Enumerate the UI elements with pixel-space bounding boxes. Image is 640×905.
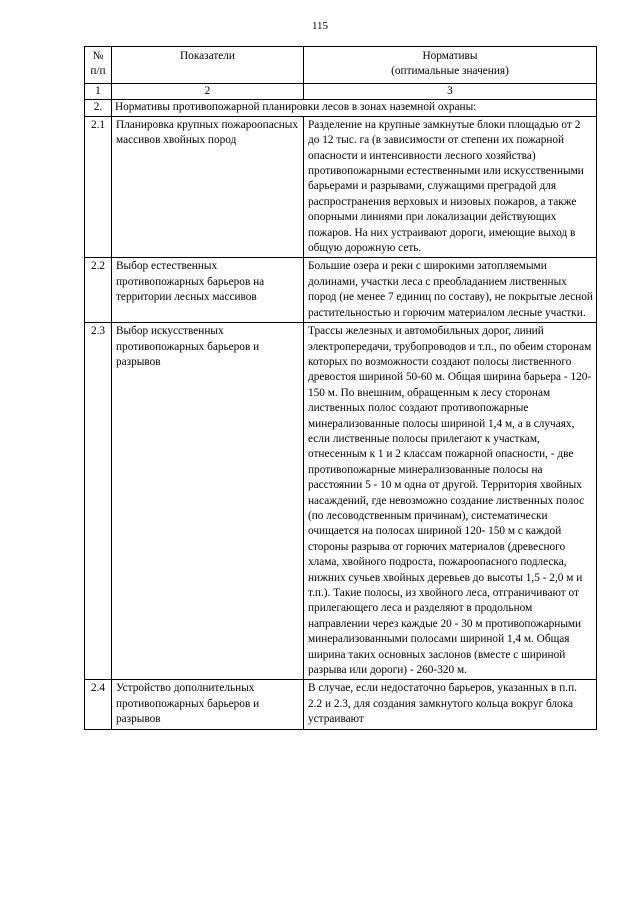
numbering-row [85,84,597,100]
header-num: № п/п [85,47,112,84]
table-row [85,323,597,680]
section-title: Нормативы противопожарной планировки лесов в зонах наземной охраны: [112,100,597,116]
numbering-cell: 3 [304,84,597,100]
numbering-cell: 1 [85,84,112,100]
table-header-row [85,47,597,84]
header-norms [304,47,597,84]
row-num: 2.1 [85,116,112,258]
row-num: 2.3 [85,323,112,680]
table-row [85,258,597,323]
row-norm: Разделение на крупные замкнутые блоки площадью от 2 до 12 тыс. га (в зависимости от степени их пожарной опасности и интенсивности лесного хозяйства) противопожарными естественными или искусственными барьерами и разрывами, служащими преградой для распространения верховых и низовых пожаров, а также опорными линиями при локализации действующих пожаров. На них устраивают дороги, имеющие выход в общую дорожную сеть. [304,116,597,258]
row-norm: В случае, если недостаточно барьеров, указанных в п.п. 2.2 и 2.3, для создания замкнутого кольца вокруг блока устраивают [304,680,597,729]
row-norm: Большие озера и реки с широкими затопляемыми долинами, участки леса с преобладанием лиственных пород (не менее 7 единиц по составу), не покрытые лесной растительностью и горючим материалом лесные участки. [304,258,597,323]
section-num: 2. [85,100,112,116]
row-indicator: Выбор искусственных противопожарных барьеров и разрывов [112,323,304,680]
table-row [85,680,597,729]
row-norm: Трассы железных и автомобильных дорог, линий электропередачи, трубопроводов и т.п., по обеим сторонам которых по возможности создают полосы лиственного древостоя шириной 50-60 м. Общая ширина барьера - 120-150 м. По внешним, обращенным к лесу сторонам лиственных полос создают противопожарные минерализованные полосы шириной 1,4 м, а в случаях, если лиственные полосы прилегают к участкам, отнесенным к 1 и 2 классам пожарной опасности, - две противопожарные минерализованные полосы на расстоянии 5 - 10 м одна от другой. Территория хвойных насаждений, где невозможно создание лиственных полос (по лесоводственным причинам), систематически очищается на полосах шириной 120- 150 м с каждой стороны разрыва от горючих материалов (древесного хлама, хвойного подроста, пожароопасного подлеска, нижних сучьев хвойных деревьев до высоты 1,5 - 2,0 м и т.п.). Такие полосы, из хвойного леса, отграничивают от прилегающего леса и разделяют в продольном направлении через каждые 20 - 30 м противопожарными минерализованными полосами шириной 1,4 м. Общая ширина таких основных заслонов (вместе с шириной разрыва или дороги) - 260-320 м. [304,323,597,680]
norms-table [84,46,597,730]
header-norms-line2: (оптимальные значения) [391,65,509,78]
table-row [85,116,597,258]
header-indicators: Показатели [112,47,304,84]
numbering-cell: 2 [112,84,304,100]
row-indicator: Устройство дополнительных противопожарных барьеров и разрывов [112,680,304,729]
row-indicator: Планировка крупных пожароопасных массивов хвойных пород [112,116,304,258]
row-num: 2.2 [85,258,112,323]
header-norms-line1: Нормативы [422,50,478,62]
page-number: 115 [311,20,329,32]
row-indicator: Выбор естественных противопожарных барьеров на территории лесных массивов [112,258,304,323]
row-num: 2.4 [85,680,112,729]
section-row [85,100,597,116]
